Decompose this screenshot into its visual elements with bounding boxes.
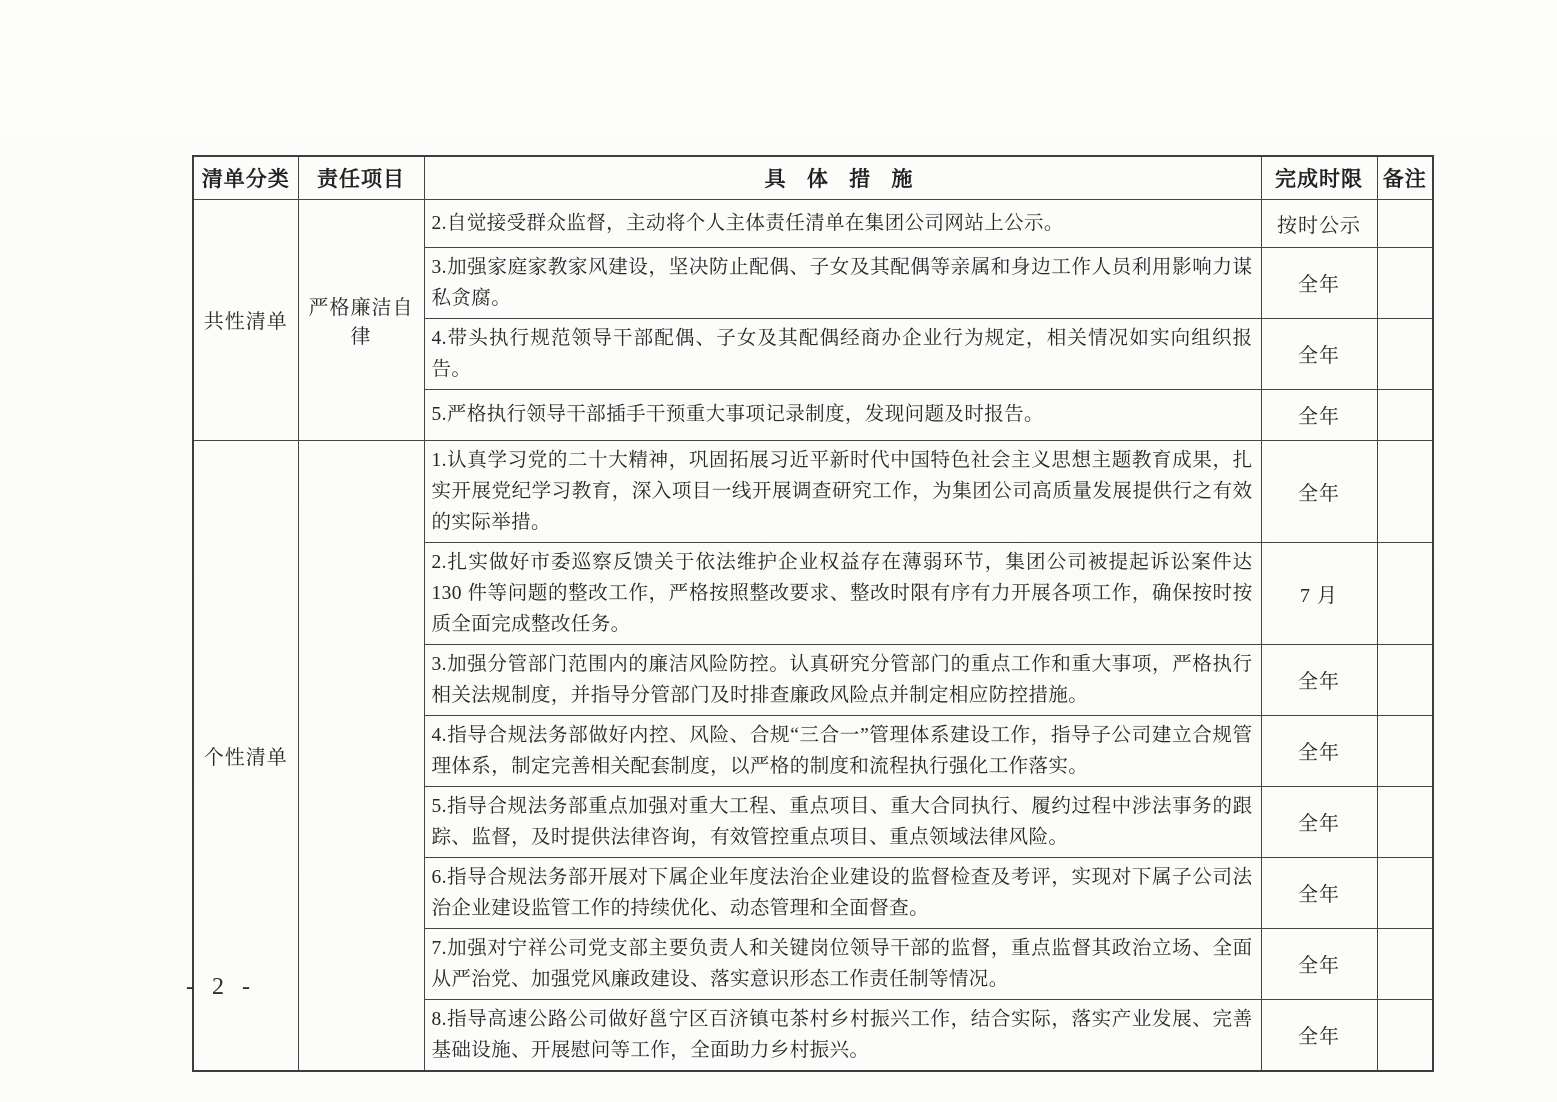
measure-cell: 7.加强对宁祥公司党支部主要负责人和关键岗位领导干部的监督，重点监督其政治立场、全面从严治党、加强党风廉政建设、落实意识形态工作责任制等情况。 [424, 928, 1261, 999]
deadline-cell: 全年 [1261, 318, 1377, 389]
deadline-cell: 全年 [1261, 389, 1377, 440]
project-cell: 严格廉洁自律 [298, 199, 424, 440]
remark-cell [1377, 644, 1433, 715]
remark-cell [1377, 715, 1433, 786]
measure-cell: 6.指导合规法务部开展对下属企业年度法治企业建设的监督检查及考评，实现对下属子公司法治企业建设监管工作的持续优化、动态管理和全面督查。 [424, 857, 1261, 928]
remark-cell [1377, 247, 1433, 318]
deadline-cell: 全年 [1261, 857, 1377, 928]
measure-cell: 3.加强家庭家教家风建设，坚决防止配偶、子女及其配偶等亲属和身边工作人员利用影响力谋私贪腐。 [424, 247, 1261, 318]
deadline-cell: 全年 [1261, 440, 1377, 542]
header-measures: 具 体 措 施 [424, 156, 1261, 199]
measure-cell: 5.指导合规法务部重点加强对重大工程、重点项目、重大合同执行、履约过程中涉法事务的跟踪、监督，及时提供法律咨询，有效管控重点项目、重点领域法律风险。 [424, 786, 1261, 857]
remark-cell [1377, 999, 1433, 1071]
header-category: 清单分类 [193, 156, 298, 199]
measure-cell: 8.指导高速公路公司做好邕宁区百济镇屯茶村乡村振兴工作，结合实际，落实产业发展、完善基础设施、开展慰问等工作，全面助力乡村振兴。 [424, 999, 1261, 1071]
measure-cell: 4.带头执行规范领导干部配偶、子女及其配偶经商办企业行为规定，相关情况如实向组织报告。 [424, 318, 1261, 389]
remark-cell [1377, 542, 1433, 644]
measure-cell: 3.加强分管部门范围内的廉洁风险防控。认真研究分管部门的重点工作和重大事项，严格执行相关法规制度，并指导分管部门及时排查廉政风险点并制定相应防控措施。 [424, 644, 1261, 715]
header-deadline: 完成时限 [1261, 156, 1377, 199]
page-number: - 2 - [186, 974, 256, 1000]
remark-cell [1377, 199, 1433, 247]
deadline-cell: 全年 [1261, 786, 1377, 857]
remark-cell [1377, 928, 1433, 999]
deadline-cell: 全年 [1261, 247, 1377, 318]
header-project: 责任项目 [298, 156, 424, 199]
table-header-row [193, 156, 1433, 199]
measure-cell: 4.指导合规法务部做好内控、风险、合规“三合一”管理体系建设工作，指导子公司建立合规管理体系，制定完善相关配套制度，以严格的制度和流程执行强化工作落实。 [424, 715, 1261, 786]
remark-cell [1377, 318, 1433, 389]
measure-cell: 5.严格执行领导干部插手干预重大事项记录制度，发现问题及时报告。 [424, 389, 1261, 440]
header-remark: 备注 [1377, 156, 1433, 199]
deadline-cell: 全年 [1261, 928, 1377, 999]
deadline-cell: 按时公示 [1261, 199, 1377, 247]
deadline-cell: 全年 [1261, 999, 1377, 1071]
category-cell: 共性清单 [193, 199, 298, 440]
remark-cell [1377, 857, 1433, 928]
deadline-cell: 全年 [1261, 715, 1377, 786]
deadline-cell: 全年 [1261, 644, 1377, 715]
remark-cell [1377, 389, 1433, 440]
project-cell [298, 440, 424, 1071]
measure-cell: 2.扎实做好市委巡察反馈关于依法维护企业权益存在薄弱环节，集团公司被提起诉讼案件达 130 件等问题的整改工作，严格按照整改要求、整改时限有序有力开展各项工作，确保按时按质全面完成整改任务。 [424, 542, 1261, 644]
measure-cell: 2.自觉接受群众监督，主动将个人主体责任清单在集团公司网站上公示。 [424, 199, 1261, 247]
remark-cell [1377, 786, 1433, 857]
responsibility-list-table [192, 155, 1434, 1072]
measure-cell: 1.认真学习党的二十大精神，巩固拓展习近平新时代中国特色社会主义思想主题教育成果，扎实开展党纪学习教育，深入项目一线开展调查研究工作，为集团公司高质量发展提供行之有效的实际举措。 [424, 440, 1261, 542]
table-row [193, 440, 1433, 542]
deadline-cell: 7 月 [1261, 542, 1377, 644]
remark-cell [1377, 440, 1433, 542]
category-cell: 个性清单 [193, 440, 298, 1071]
table-row [193, 199, 1433, 247]
